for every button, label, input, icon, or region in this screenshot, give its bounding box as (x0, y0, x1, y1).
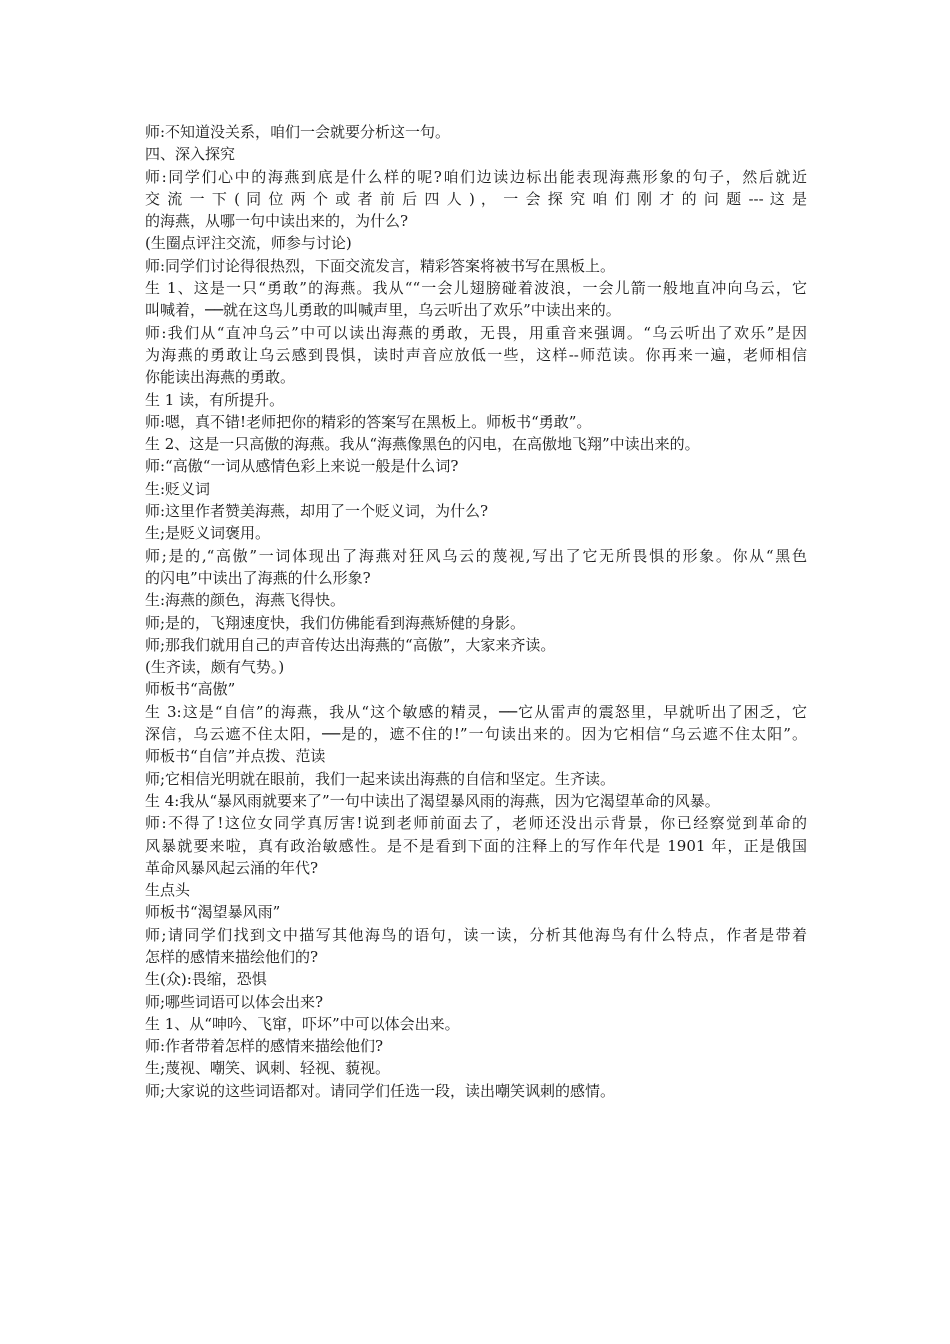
text-line: 生;蔑视、嘲笑、讽刺、轻视、藐视。 (145, 1059, 391, 1078)
section-heading: 四、深入探究 (145, 145, 236, 164)
text-line: 生点头 (145, 881, 191, 900)
text-line: 深信，乌云遮不住太阳，──是的，遮不住的!”一句读出来的。因为它相信“乌云遮不住太阳”。 (145, 725, 807, 744)
text-line: 师;是的，飞翔速度快，我们仿佛能看到海燕矫健的身影。 (145, 613, 526, 632)
text-line: (生圈点评注交流，师参与讨论) (145, 234, 352, 253)
text-line: 师:“高傲“一词从感情色彩上来说一般是什么词? (145, 457, 459, 476)
text-line: 师;大家说的这些词语都对。请同学们任选一段，读出嘲笑讽刺的感情。 (145, 1081, 616, 1100)
text-line: 师:不知道没关系，咱们一会就要分析这一句。 (145, 123, 451, 141)
text-line: 师:同学们讨论得很热烈，下面交流发言，精彩答案将被书写在黑板上。 (145, 256, 616, 275)
text-line: 师:这里作者赞美海燕，却用了一个贬义词，为什么? (145, 502, 489, 521)
text-line: 革命风暴风起云涌的年代? (145, 858, 319, 877)
text-line: 风暴就要来啦，真有政治敏感性。是不是看到下面的注释上的写作年代是 1901 年，正是俄国 (145, 836, 807, 855)
text-line: 生;是贬义词褒用。 (145, 524, 271, 543)
text-line: 师板书“渴望暴风雨” (145, 903, 281, 922)
text-line: 师:嗯，真不错!老师把你的精彩的答案写在黑板上。师板书“勇敢”。 (145, 412, 592, 431)
text-line: 师:同学们心中的海燕到底是什么样的呢?咱们边读边标出能表现海燕形象的句子，然后就近 (145, 167, 807, 186)
text-line: 怎样的感情来描绘他们的? (145, 947, 319, 966)
text-line: 师板书“自信”并点拨、范读 (145, 747, 326, 766)
text-line: 生 3:这是“自信”的海燕，我从“这个敏感的精灵，──它从雷声的震怒里，早就听出了困乏，它 (145, 702, 807, 721)
text-line: 的闪电”中读出了海燕的什么形象? (145, 568, 371, 587)
text-line: 生:海燕的颜色，海燕飞得快。 (145, 591, 346, 610)
text-line: 师:作者带着怎样的感情来描绘他们? (145, 1037, 384, 1056)
text-line: 生 2、这是一只高傲的海燕。我从“海燕像黑色的闪电，在高傲地飞翔”中读出来的。 (145, 435, 700, 454)
text-line: 师:我们从“直冲乌云”中可以读出海燕的勇敢，无畏，用重音来强调。“乌云听出了欢乐”是因 (145, 323, 807, 342)
text-line: 师;请同学们找到文中描写其他海鸟的语句，读一读，分析其他海鸟有什么特点，作者是带着 (145, 925, 807, 944)
text-line: 的海燕，从哪一句中读出来的，为什么? (145, 212, 409, 231)
text-line: (生齐读，颇有气势。) (145, 658, 285, 677)
text-line: 师;那我们就用自己的声音传达出海燕的“高傲”，大家来齐读。 (145, 635, 556, 654)
text-line: 师;它相信光明就在眼前，我们一起来读出海燕的自信和坚定。生齐读。 (145, 769, 616, 788)
text-line: 生 1、从“呻吟、飞窜，吓坏”中可以体会出来。 (145, 1014, 460, 1033)
text-line: 叫喊着，──就在这鸟儿勇敢的叫喊声里，乌云听出了欢乐”中读出来的。 (145, 301, 621, 320)
text-line: 生 1 读，有所提升。 (145, 390, 285, 409)
text-line: 生 1、这是一只“勇敢”的海燕。我从““一会儿翅膀碰着波浪，一会儿箭一般地直冲向乌云，它 (145, 279, 807, 298)
text-line: 交 流 一 下 ( 同 位 两 个 或 者 前 后 四 人 ) ， 一 会 探 究 咱 们 刚 才 的 问 题 --- 这 是 (145, 189, 807, 208)
text-line: 师;哪些词语可以体会出来? (145, 992, 324, 1011)
text-line: 为海燕的勇敢让乌云感到畏惧，读时声音应放低一些，这样--师范读。你再来一遍，老师相信 (145, 345, 807, 364)
text-line: 你能读出海燕的勇敢。 (145, 368, 296, 387)
text-line: 生 4:我从“暴风雨就要来了”一句中读出了渴望暴风雨的海燕，因为它渴望革命的风暴。 (145, 791, 720, 810)
text-line: 生(众):畏缩，恐惧 (145, 970, 267, 989)
lesson-transcript (145, 121, 807, 1102)
text-line: 生:贬义词 (145, 479, 211, 498)
text-line: 师:不得了!这位女同学真厉害!说到老师前面去了，老师还没出示背景，你已经察觉到革命的 (145, 814, 807, 833)
text-line: 师;是的,“高傲”一词体现出了海燕对狂风乌云的蔑视,写出了它无所畏惧的形象。你从“黑色 (145, 546, 807, 565)
text-line: 师板书“高傲” (145, 680, 236, 699)
